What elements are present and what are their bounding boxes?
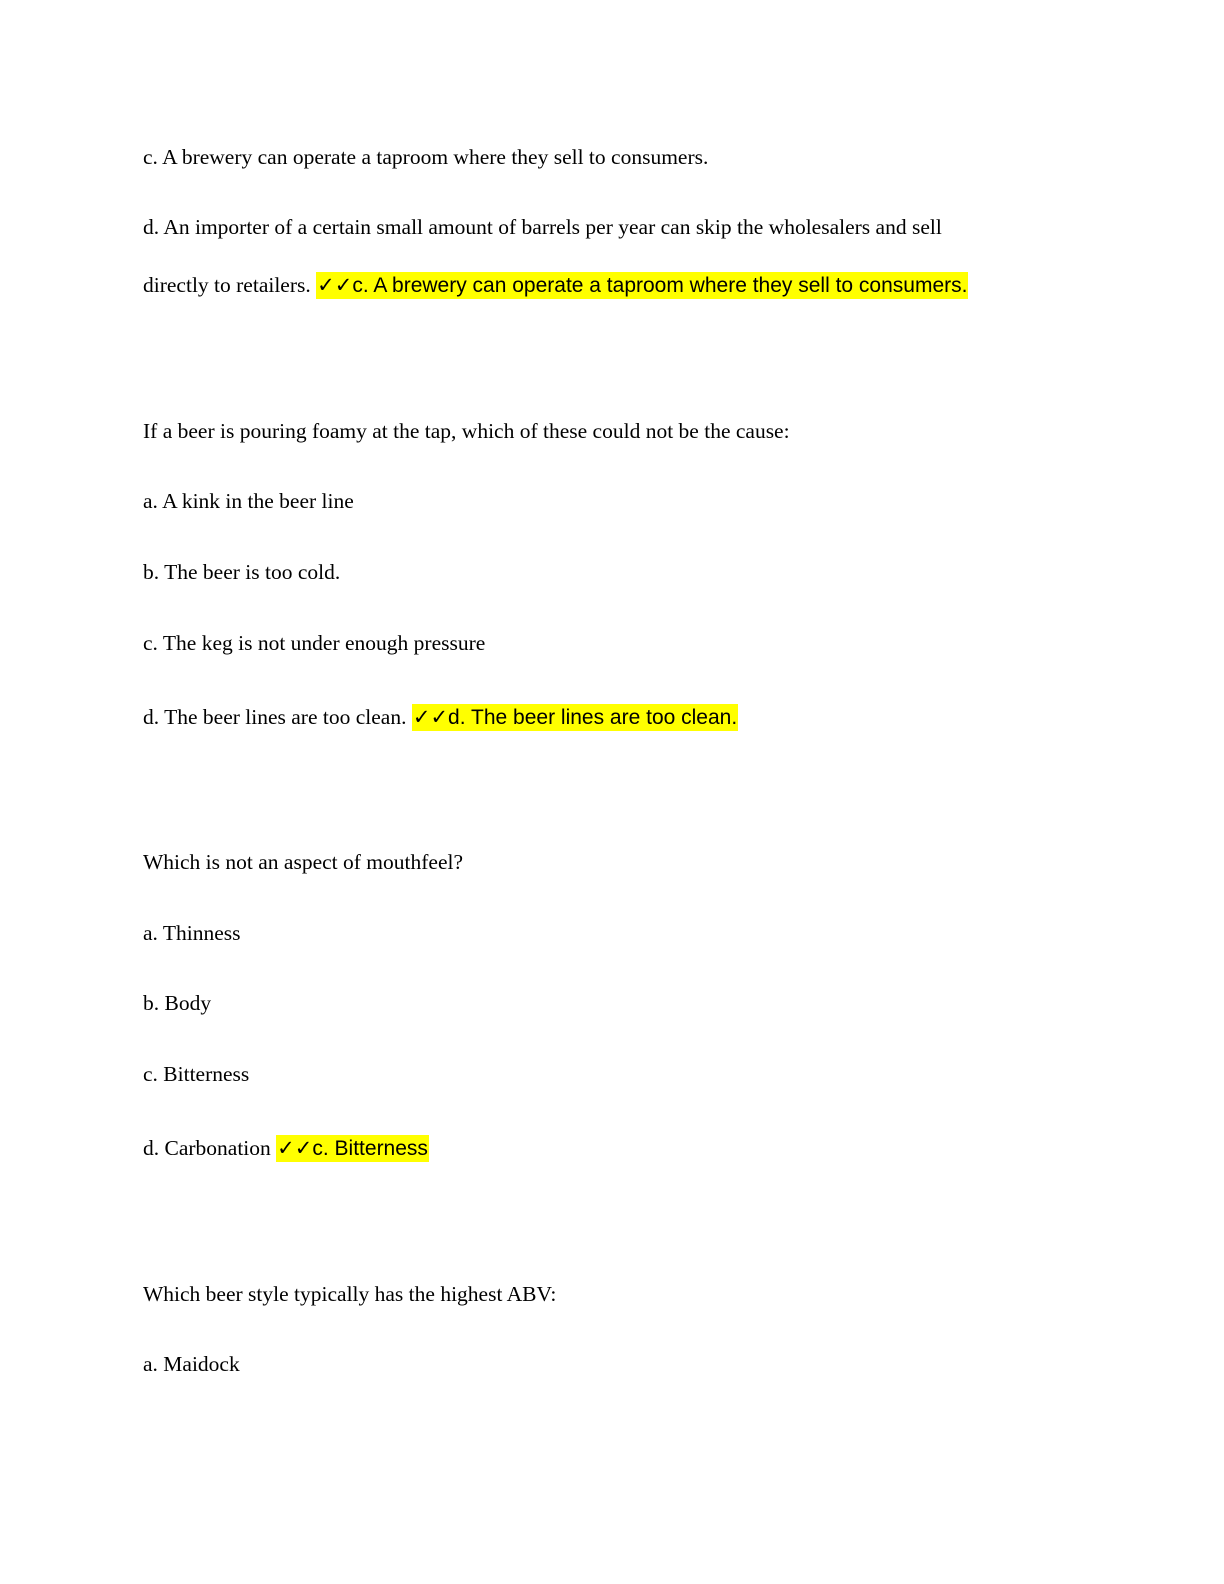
question-mouthfeel: Which is not an aspect of mouthfeel? — [143, 850, 464, 874]
answer-highlight — [316, 272, 968, 299]
option-d: d. Carbonation — [143, 1136, 271, 1160]
option-d-importer-tail: directly to retailers. — [143, 273, 311, 297]
question-highest-abv: Which beer style typically has the highest ABV: — [143, 1282, 557, 1306]
option-d-importer-continued — [143, 269, 968, 302]
answer-text: c. A brewery can operate a taproom where they sell to consumers. — [352, 274, 968, 297]
answer-text: c. Bitterness — [312, 1137, 428, 1160]
answer-highlight — [412, 704, 738, 731]
question-foamy-beer: If a beer is pouring foamy at the tap, which of these could not be the cause: — [143, 419, 790, 443]
option-d: d. The beer lines are too clean. — [143, 705, 407, 729]
option-b: b. Body — [143, 991, 212, 1015]
double-check-icon: ✓✓ — [317, 273, 353, 297]
option-c: c. Bitterness — [143, 1062, 250, 1086]
option-c: c. The keg is not under enough pressure — [143, 631, 486, 655]
double-check-icon: ✓✓ — [277, 1136, 313, 1160]
option-d-with-answer — [143, 701, 738, 734]
double-check-icon: ✓✓ — [412, 705, 449, 729]
option-d-importer: d. An importer of a certain small amount of barrels per year can skip the wholesalers and sell — [143, 215, 942, 239]
option-a: a. Thinness — [143, 921, 241, 945]
answer-highlight — [276, 1135, 429, 1162]
option-b: b. The beer is too cold. — [143, 560, 341, 584]
option-a: a. Maidock — [143, 1352, 240, 1376]
answer-text: d. The beer lines are too clean. — [448, 706, 738, 729]
option-a: a. A kink in the beer line — [143, 489, 354, 513]
option-d-with-answer — [143, 1132, 429, 1165]
option-c-taproom: c. A brewery can operate a taproom where they sell to consumers. — [143, 145, 709, 169]
